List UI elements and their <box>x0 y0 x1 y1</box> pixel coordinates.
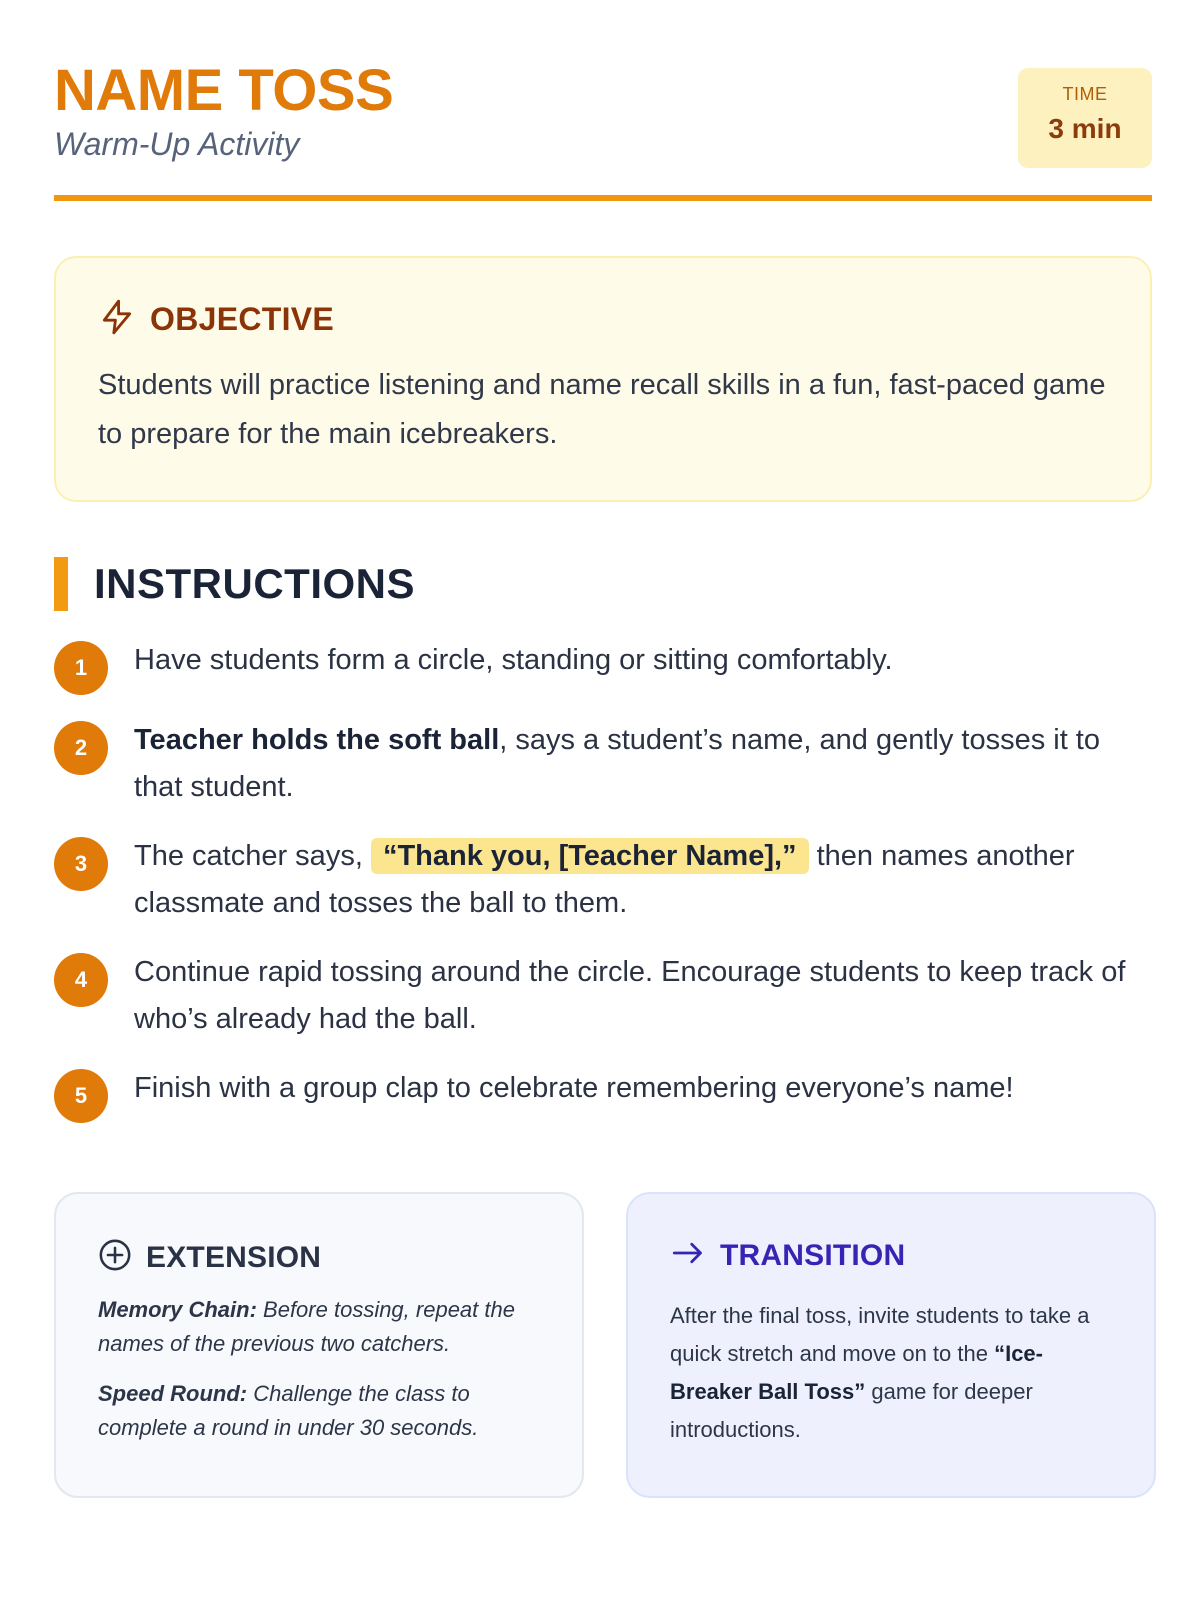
transition-heading: TRANSITION <box>720 1238 906 1272</box>
transition-text: After the final toss, invite students to take a quick stretch and move on to the “Ice-Breaker Ball Toss” game for deeper introductions. <box>670 1303 1090 1442</box>
header-divider <box>54 195 1152 201</box>
step-number: 4 <box>54 953 108 1007</box>
step-number: 2 <box>54 721 108 775</box>
instructions-accent-bar <box>54 557 68 611</box>
extension-card <box>54 1192 584 1498</box>
objective-heading: OBJECTIVE <box>150 301 335 337</box>
step-text: The catcher says, “Thank you, [Teacher Name],” then names another classmate and tosses the ball to them. <box>134 840 1075 919</box>
time-label: TIME <box>1062 84 1108 104</box>
transition-game-name: “Ice-Breaker Ball Toss” <box>670 1341 1043 1404</box>
arrow-right-icon <box>670 1238 706 1273</box>
page-header <box>54 60 1152 202</box>
objective-text: Students will practice listening and name recall skills in a fun, fast-paced game to prepare for the main icebreakers. <box>98 369 1106 450</box>
step-item <box>54 833 1154 927</box>
step-text: Finish with a group clap to celebrate remembering everyone’s name! <box>134 1072 1014 1104</box>
step-number: 1 <box>54 641 108 695</box>
step-item <box>54 717 1154 811</box>
extension-heading: EXTENSION <box>146 1240 322 1274</box>
page-subtitle: Warm-Up Activity <box>54 126 300 162</box>
objective-header <box>98 298 1108 341</box>
instructions-heading: INSTRUCTIONS <box>94 560 415 607</box>
transition-header <box>670 1238 1112 1273</box>
step-number: 5 <box>54 1069 108 1123</box>
lightning-icon <box>98 298 136 341</box>
extension-item: Memory Chain: Before tossing, repeat the names of the previous two catchers. <box>98 1297 515 1356</box>
extension-item-label: Speed Round: <box>98 1381 248 1406</box>
objective-card <box>54 256 1152 502</box>
extension-item-label: Memory Chain: <box>98 1297 257 1322</box>
step-text: Have students form a circle, standing or sitting comfortably. <box>134 644 893 676</box>
step-bold-text: Teacher holds the soft ball <box>134 724 500 756</box>
extension-list <box>98 1293 540 1445</box>
instruction-steps <box>54 637 1154 1145</box>
extension-header <box>98 1238 540 1277</box>
extension-item: Speed Round: Challenge the class to complete a round in under 30 seconds. <box>98 1381 479 1440</box>
time-value: 3 min <box>1048 113 1122 144</box>
transition-card <box>626 1192 1156 1498</box>
time-badge <box>1018 68 1152 168</box>
step-item <box>54 1065 1154 1123</box>
instructions-header <box>54 557 415 611</box>
step-item <box>54 637 1154 695</box>
step-text: Teacher holds the soft ball, says a student’s name, and gently tosses it to that student. <box>134 724 1100 803</box>
page-title: NAME TOSS <box>54 58 394 123</box>
step-number: 3 <box>54 837 108 891</box>
step-item <box>54 949 1154 1043</box>
quote-highlight: “Thank you, [Teacher Name],” <box>371 838 809 874</box>
step-text: Continue rapid tossing around the circle. Encourage students to keep track of who’s already had the ball. <box>134 956 1126 1035</box>
plus-circle-icon <box>98 1238 132 1277</box>
